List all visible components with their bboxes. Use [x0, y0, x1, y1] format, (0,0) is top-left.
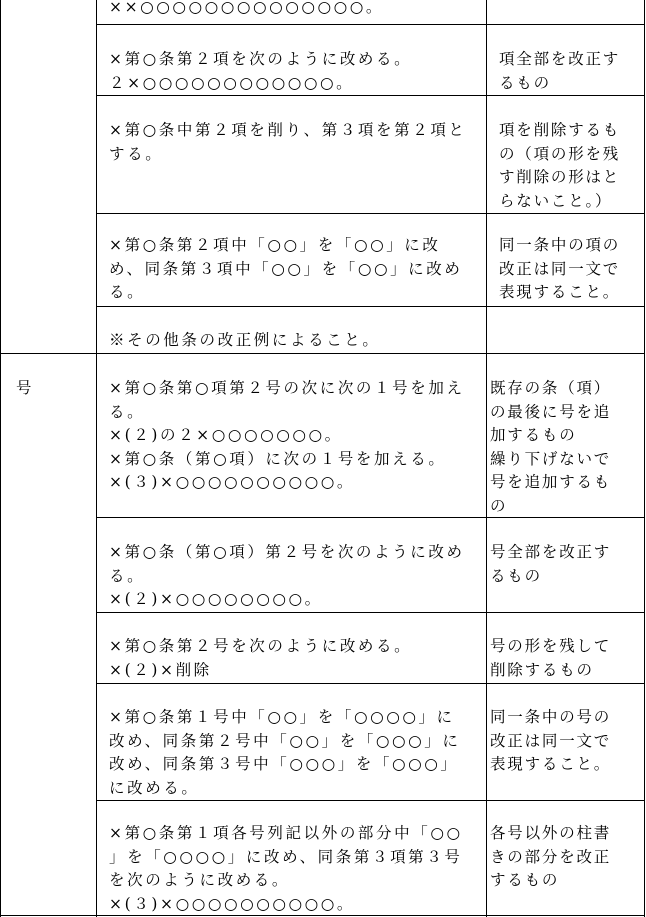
amendment-text: ×第○条第○項第２号の次に次の１号を加え る。 ×(２)の２×○○○○○○○。 ×第○条（第○項）に次の１号を加える。 ×(３)×○○○○○○○○○○。	[109, 379, 465, 491]
amendment-text: ×第○条第２項を次のように改める。 ２×○○○○○○○○○○○○。	[109, 50, 413, 92]
amendment-text: ×第○条第１項各号列記以外の部分中「○○ 」を「○○○○」に改め、同条第３項第３号 を次のように改める。 ×(３)×○○○○○○○○○○。	[109, 824, 463, 913]
amendment-note: 項全部を改正す るもの	[499, 50, 621, 92]
row-divider	[96, 306, 644, 307]
section-divider	[0, 353, 644, 354]
row-divider	[96, 683, 644, 684]
row-divider	[96, 24, 644, 25]
amendment-note: 号全部を改正す るもの	[490, 543, 612, 585]
amendment-text: ×第○条中第２項を削り、第３項を第２項と する。	[109, 121, 467, 163]
amendment-note: 号の形を残して 削除するもの	[490, 637, 612, 679]
amendment-text: ×第○条第１号中「○○」を「○○○○」に 改め、同条第２号中「○○」を「○○○」に 改め、同条第３号中「○○○」を「○○○」 に改める。	[109, 708, 461, 797]
amendment-text: ×第○条第２項中「○○」を「○○」に改 め、同条第３項中「○○」を「○○」に改め る。	[109, 236, 463, 301]
section-label: 号	[16, 379, 32, 397]
amendment-note: 既存の条（項） の最後に号を追 加するもの 繰り下げないで 号を追加するも の	[490, 379, 612, 515]
amendment-note: 各号以外の柱書 きの部分を改正 するもの	[490, 824, 612, 889]
table-border-left	[0, 0, 1, 917]
table-border-right	[644, 0, 645, 917]
amendment-text: ××○○○○○○○○○○○○○○。	[109, 0, 385, 16]
amendment-note: 同一条中の号の 改正は同一文で 表現すること。	[490, 708, 612, 773]
amendment-note: 同一条中の項の 改正は同一文で 表現すること。	[499, 236, 621, 301]
row-divider	[96, 213, 644, 214]
amendment-text: ×第○条第２号を次のように改める。 ×(２)×削除	[109, 637, 413, 679]
amendment-text: ※その他条の改正例によること。	[109, 331, 381, 349]
amendment-note: 項を削除するも の（項の形を残 す削除の形はと らないこと。）	[499, 121, 621, 210]
row-divider	[96, 612, 644, 613]
column-divider-2	[486, 0, 487, 917]
row-divider	[96, 95, 644, 96]
column-divider-1	[96, 0, 97, 917]
amendment-text: ×第○条（第○項）第２号を次のように改め る。 ×(２)×○○○○○○○○。	[109, 543, 465, 608]
row-divider	[96, 800, 644, 801]
